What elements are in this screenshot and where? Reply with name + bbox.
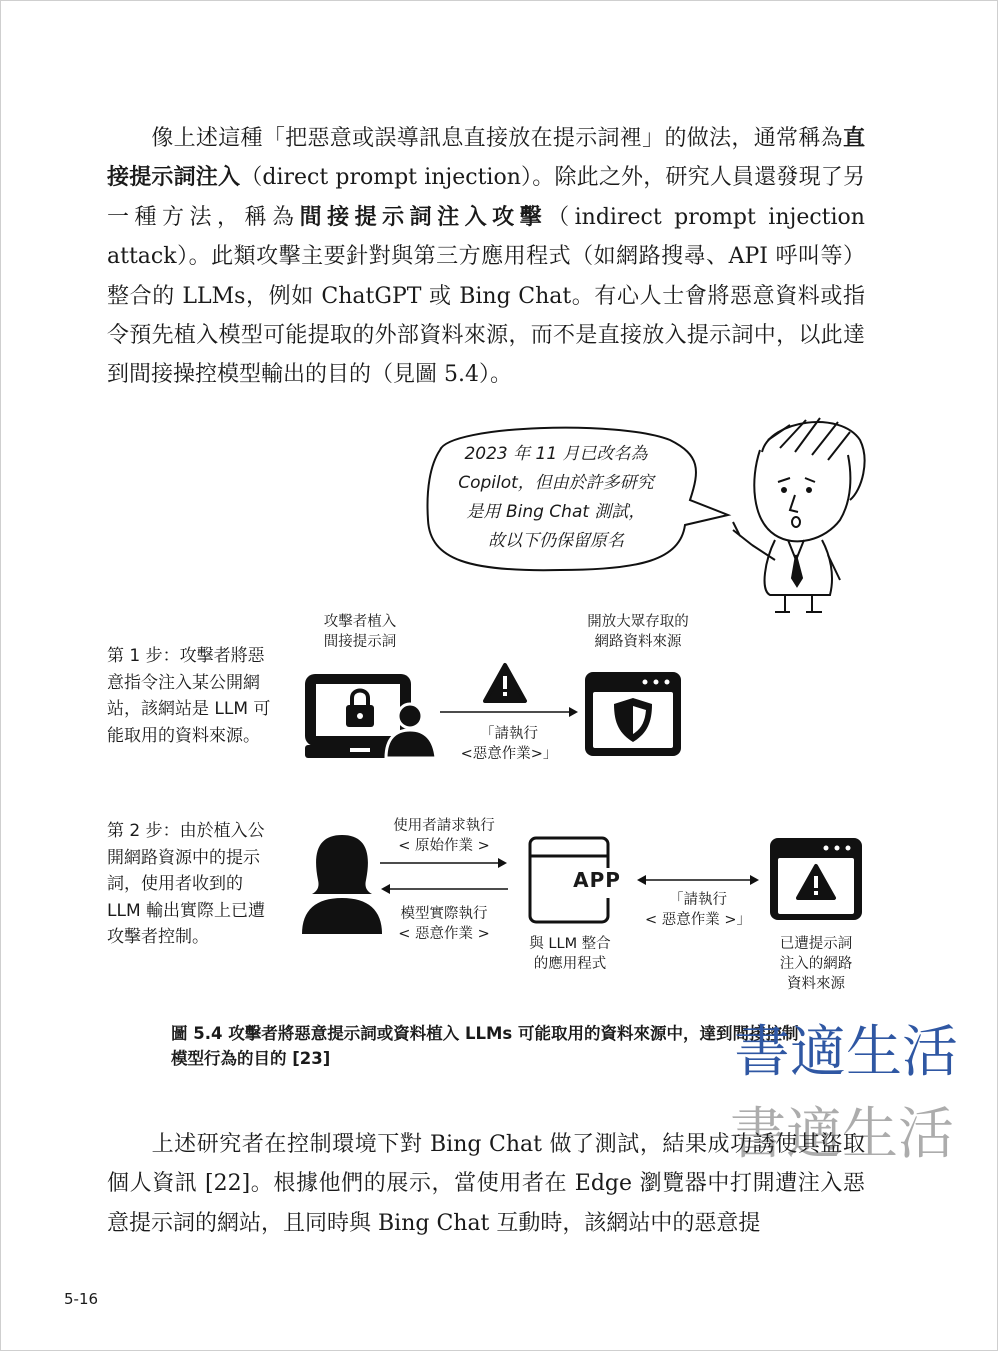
term-direct-injection: 直接提示詞注入: [107, 126, 865, 191]
execute-malicious-line-2: < 惡意作業 >」: [644, 912, 752, 928]
user-request-label: [380, 816, 508, 856]
user-request-line-1: 使用者請求執行: [393, 818, 495, 834]
model-actual-label: [380, 904, 508, 944]
user-silhouette-icon: [302, 835, 382, 934]
attacker-label-line-2: 間接提示詞: [323, 634, 397, 650]
para1-text-3: （indirect prompt injection attack）。此類攻擊主要針對與第三方應用程式（如網路搜尋、API 呼叫等）整合的 LLMs，例如 ChatGPT 或 Bing Chat。有心人士會將惡意資料或指令預先植入模型可能提取的外部資料來源，而不是直接放入提示詞中，以此達到間接操控模型輸出的目的（見圖 5.4）。: [107, 204, 865, 388]
public-source-label-line-1: 開放大眾存取的: [587, 614, 689, 630]
infected-source-line-2: 注入的網路: [779, 956, 853, 972]
infected-source-line-3: 資料來源: [787, 976, 845, 992]
infected-browser-icon: [770, 838, 862, 920]
model-actual-line-1: 模型實際執行: [400, 906, 488, 922]
public-source-label: [568, 612, 708, 652]
infected-source-label: [760, 934, 872, 994]
attacker-label-line-1: 攻擊者植入: [323, 614, 397, 630]
para2-text: 上述研究者在控制環境下對 Bing Chat 做了測試，結果成功誘使其盜取個人資訊 [22]。根據他們的展示，當使用者在 Edge 瀏覽器中打開遭注入惡意提示詞的網站，且同時與 Bing Chat 互動時，該網站中的惡意提: [107, 1132, 865, 1236]
para1-text-1: 像上述這種「把惡意或誤導訊息直接放在提示詞裡」的做法，通常稱為: [151, 126, 843, 151]
inject-instruction-label: [440, 724, 578, 764]
cartoon-man-icon: [733, 418, 865, 612]
execute-malicious-label: [636, 890, 760, 930]
inject-instruction-line-1: 「請執行: [480, 726, 538, 742]
attacker-label: [310, 612, 410, 652]
public-source-label-line-2: 網路資料來源: [594, 634, 682, 650]
app-label: [510, 934, 630, 974]
inject-instruction-line-2: <惡意作業>」: [460, 746, 558, 762]
followup-paragraph: [107, 1125, 865, 1243]
watermark-blue: 書適生活: [734, 1020, 958, 1085]
app-label-line-1: 與 LLM 整合: [529, 936, 611, 952]
bubble-line-3: 是用 Bing Chat 測試，: [466, 502, 646, 522]
infected-source-line-1: 已遭提示詞: [779, 936, 853, 952]
user-request-line-2: < 原始作業 >: [398, 838, 490, 854]
page-number: 5-16: [64, 1290, 99, 1308]
figure-caption: 圖 5.4 攻擊者將惡意提示詞或資料植入 LLMs 可能取用的資料來源中，達到間接控制模型行為的目的 [23]: [171, 1024, 799, 1068]
model-actual-line-2: < 惡意作業 >: [398, 926, 490, 942]
execute-malicious-line-1: 「請執行: [669, 892, 727, 908]
term-indirect-injection: 間接提示詞注入攻擊: [299, 204, 548, 230]
step-1-description: 第 1 步：攻擊者將惡意指令注入某公開網站，該網站是 LLM 可能取用的資料來源。: [107, 646, 271, 746]
browser-shield-icon: [585, 672, 681, 756]
para1-text-2: （direct prompt injection）。除此之外，研究人員還發現了另一種方法，稱為: [107, 165, 865, 230]
bubble-line-4: 故以下仍保留原名: [488, 531, 624, 551]
app-label-line-2: 的應用程式: [533, 956, 607, 972]
bubble-line-2: Copilot，但由於許多研究: [458, 473, 654, 493]
speech-bubble-text: [425, 440, 687, 556]
watermark-gray: 書適生活: [730, 1102, 954, 1167]
bubble-line-1: 2023 年 11 月已改名為: [464, 444, 648, 464]
step-2-description: 第 2 步：由於植入公開網路資源中的提示詞，使用者收到的 LLM 輸出實際上已遭攻擊者控制。: [107, 821, 266, 947]
warning-icon: [485, 665, 525, 701]
laptop-attacker-icon: [305, 674, 436, 758]
app-icon-text: APP: [573, 868, 621, 892]
